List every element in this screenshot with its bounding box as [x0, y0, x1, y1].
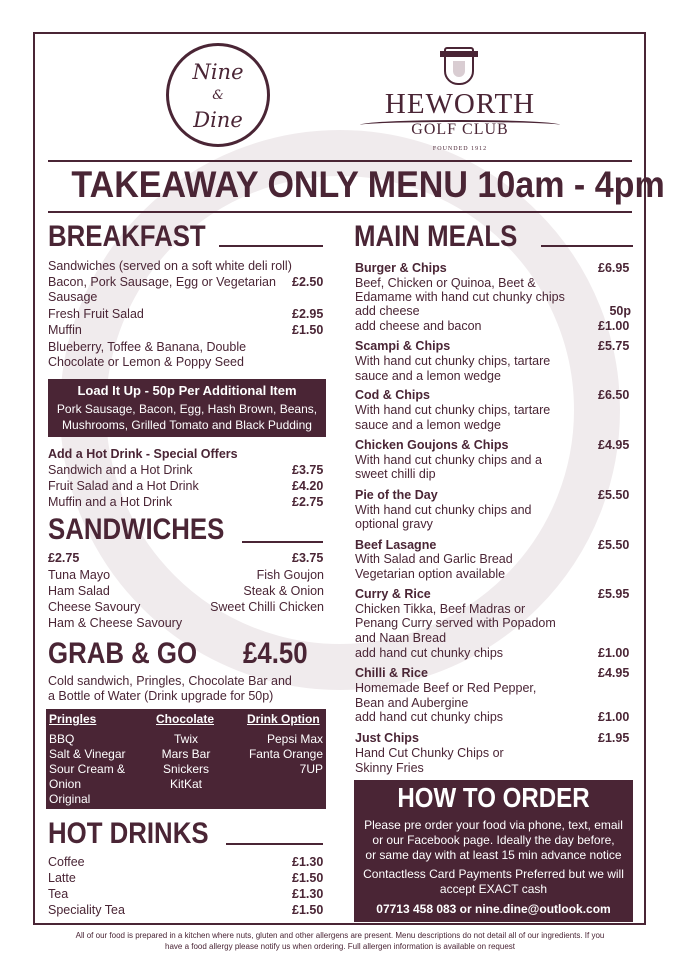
burger-add-1-price: 50p — [609, 304, 631, 318]
sandwich-left-4: Ham & Cheese Savoury — [48, 616, 183, 630]
pie-price: £5.50 — [598, 488, 630, 502]
sandwich-right-2: Steak & Onion — [243, 584, 324, 598]
hot-drink-3: Tea — [48, 887, 69, 901]
allergen-footer — [35, 930, 645, 952]
scampi-desc-1: With hand cut chunky chips, tartare — [355, 354, 551, 368]
hot-drink-price-4: £1.50 — [292, 903, 324, 917]
title-rule-bottom — [48, 211, 632, 213]
pie-name: Pie of the Day — [355, 488, 438, 502]
load-it-up-line-1: Pork Sausage, Bacon, Egg, Hash Brown, Beans, — [56, 402, 318, 416]
offer-2: Fruit Salad and a Hot Drink — [48, 479, 199, 493]
main-meals-rule — [541, 245, 633, 247]
pie-desc-2: optional gravy — [355, 517, 433, 531]
chips-price: £1.95 — [598, 731, 630, 745]
breakfast-heading: BREAKFAST — [48, 220, 206, 253]
order-line-1: Please pre order your food via phone, text, email — [364, 818, 623, 832]
scampi-price: £5.75 — [598, 339, 630, 353]
breakfast-rule — [219, 245, 323, 247]
hot-drink-price-1: £1.30 — [292, 855, 324, 869]
club-subtitle: GOLF CLUB — [411, 121, 509, 138]
offer-price-2: £4.20 — [292, 479, 324, 493]
offer-3: Muffin and a Hot Drink — [48, 495, 173, 509]
order-line-4: Contactless Card Payments Preferred but we will — [363, 867, 624, 881]
sandwich-price-left: £2.75 — [48, 551, 80, 565]
breakfast-item-2: Fresh Fruit Salad — [48, 307, 144, 321]
hot-drink-price-3: £1.30 — [292, 887, 324, 901]
offer-price-1: £3.75 — [292, 463, 324, 477]
grab-heading: GRAB & GO — [48, 637, 198, 670]
main-meals-heading: MAIN MEALS — [354, 220, 518, 253]
curry-add: add hand cut chunky chips — [355, 646, 504, 660]
cod-desc-2: sauce and a lemon wedge — [355, 418, 501, 432]
chocolate-1: Twix — [174, 732, 198, 746]
hot-drink-4: Speciality Tea — [48, 903, 125, 917]
breakfast-item-3: Muffin — [48, 323, 82, 337]
burger-price: £6.95 — [598, 261, 630, 275]
curry-desc-2: Penang Curry served with Popadom — [355, 616, 556, 630]
goujons-desc-2: sweet chilli dip — [355, 467, 436, 481]
how-to-order-heading: HOW TO ORDER — [397, 782, 590, 813]
hot-drinks-rule — [226, 843, 323, 845]
club-name: HEWORTH — [384, 88, 536, 120]
chilli-add-price: £1.00 — [598, 710, 630, 724]
breakfast-item-1: Bacon, Pork Sausage, Egg or Vegetarian — [48, 275, 276, 289]
hot-drinks-heading: HOT DRINKS — [48, 817, 209, 850]
breakfast-price-1: £2.50 — [292, 275, 324, 289]
curry-add-price: £1.00 — [598, 646, 630, 660]
pie-desc-1: With hand cut chunky chips and — [355, 503, 532, 517]
offer-price-3: £2.75 — [292, 495, 324, 509]
burger-add-1: add cheese — [355, 304, 420, 318]
logo-amp: & — [212, 88, 224, 103]
order-contact[interactable]: 07713 458 083 or nine.dine@outlook.com — [376, 902, 611, 916]
grab-price: £4.50 — [243, 637, 308, 670]
curry-desc-1: Chicken Tikka, Beef Madras or — [355, 602, 526, 616]
load-it-up-line-2: Mushrooms, Grilled Tomato and Black Pudding — [62, 418, 312, 432]
col-chocolate: Chocolate — [156, 712, 215, 726]
how-to-order-box — [354, 780, 633, 922]
scampi-name: Scampi & Chips — [355, 339, 451, 353]
order-line-2: or our Facebook page. Ideally the day before, — [372, 833, 615, 847]
curry-name: Curry & Rice — [355, 587, 431, 601]
breakfast-price-2: £2.95 — [292, 307, 324, 321]
nine-dine-logo — [166, 43, 270, 147]
curry-price: £5.95 — [598, 587, 630, 601]
drink-3: 7UP — [299, 762, 323, 776]
lasagne-desc-2: Vegetarian option available — [355, 567, 506, 581]
offer-1: Sandwich and a Hot Drink — [48, 463, 193, 477]
load-it-up-title: Load It Up - 50p Per Additional Item — [77, 383, 297, 398]
grab-desc-1: Cold sandwich, Pringles, Chocolate Bar and — [48, 674, 292, 688]
sandwich-price-right: £3.75 — [292, 551, 324, 565]
pringles-2: Salt & Vinegar — [49, 747, 126, 761]
burger-add-2-price: £1.00 — [598, 319, 630, 333]
chilli-desc-2: Bean and Aubergine — [355, 696, 469, 710]
breakfast-price-3: £1.50 — [292, 323, 324, 337]
burger-desc-1: Beef, Chicken or Quinoa, Beet & — [355, 276, 536, 290]
chips-desc-2: Skinny Fries — [355, 761, 424, 775]
page-title: TAKEAWAY ONLY MENU 10am - 4pm — [71, 164, 665, 205]
order-line-3: or same day with at least 15 min advance notice — [365, 848, 622, 862]
drink-1: Pepsi Max — [266, 732, 323, 746]
sandwich-left-3: Cheese Savoury — [48, 600, 141, 614]
curry-desc-3: and Naan Bread — [355, 631, 447, 645]
sandwich-right-1: Fish Goujon — [256, 568, 324, 582]
offers-heading: Add a Hot Drink - Special Offers — [48, 447, 238, 461]
hot-drink-price-2: £1.50 — [292, 871, 324, 885]
breakfast-intro: Sandwiches (served on a soft white deli roll) — [48, 259, 292, 273]
chilli-add: add hand cut chunky chips — [355, 710, 504, 724]
goujons-price: £4.95 — [598, 438, 630, 452]
drink-2: Fanta Orange — [248, 747, 323, 761]
breakfast-item-4: Blueberry, Toffee & Banana, Double — [48, 340, 247, 354]
burger-add-2: add cheese and bacon — [355, 319, 482, 333]
club-crest-icon — [444, 47, 474, 85]
lasagne-desc-1: With Salad and Garlic Bread — [355, 552, 513, 566]
pringles-3: Sour Cream & — [49, 762, 126, 776]
burger-name: Burger & Chips — [355, 261, 447, 275]
pringles-5: Original — [49, 792, 91, 806]
burger-desc-2: Edamame with hand cut chunky chips — [355, 290, 565, 304]
order-line-5: accept EXACT cash — [439, 882, 548, 896]
footer-line-2: have a food allergy please notify us when ordering. Full allergen information is available on request — [165, 942, 515, 951]
cod-desc-1: With hand cut chunky chips, tartare — [355, 403, 551, 417]
goujons-desc-1: With hand cut chunky chips and a — [355, 453, 542, 467]
cod-price: £6.50 — [598, 388, 630, 402]
pringles-4: Onion — [49, 777, 82, 791]
chilli-desc-1: Homemade Beef or Red Pepper, — [355, 681, 537, 695]
chips-desc-1: Hand Cut Chunky Chips or — [355, 746, 504, 760]
footer-line-1: All of our food is prepared in a kitchen where nuts, gluten and other allergens are present. Menu descriptions do not detail all of our ingredients. If you — [75, 931, 605, 940]
chips-name: Just Chips — [355, 731, 419, 745]
breakfast-item-4b: Chocolate or Lemon & Poppy Seed — [48, 355, 244, 369]
chocolate-3: Snickers — [162, 762, 209, 776]
hot-drink-1: Coffee — [48, 855, 85, 869]
chilli-name: Chilli & Rice — [355, 666, 428, 680]
grab-desc-2: a Bottle of Water (Drink upgrade for 50p) — [48, 689, 274, 703]
col-drink: Drink Option — [247, 712, 320, 726]
chilli-price: £4.95 — [598, 666, 630, 680]
load-it-up-box — [48, 379, 326, 437]
sandwiches-heading: SANDWICHES — [48, 513, 225, 546]
goujons-name: Chicken Goujons & Chips — [355, 438, 509, 452]
title-rule-top — [48, 160, 632, 162]
sandwich-left-2: Ham Salad — [48, 584, 110, 598]
scampi-desc-2: sauce and a lemon wedge — [355, 369, 501, 383]
chocolate-4: KitKat — [169, 777, 202, 791]
cod-name: Cod & Chips — [355, 388, 430, 402]
pringles-1: BBQ — [49, 732, 75, 746]
lasagne-price: £5.50 — [598, 538, 630, 552]
chocolate-2: Mars Bar — [161, 747, 211, 761]
club-founded: FOUNDED 1912 — [432, 146, 488, 152]
sandwiches-rule — [242, 541, 323, 543]
breakfast-item-1b: Sausage — [48, 290, 98, 304]
lasagne-name: Beef Lasagne — [355, 538, 437, 552]
logo-text-2: Dine — [193, 108, 243, 132]
sandwich-left-1: Tuna Mayo — [48, 568, 111, 582]
logo-text-1: Nine — [192, 60, 244, 84]
col-pringles: Pringles — [49, 712, 97, 726]
sandwich-right-3: Sweet Chilli Chicken — [210, 600, 324, 614]
hot-drink-2: Latte — [48, 871, 76, 885]
